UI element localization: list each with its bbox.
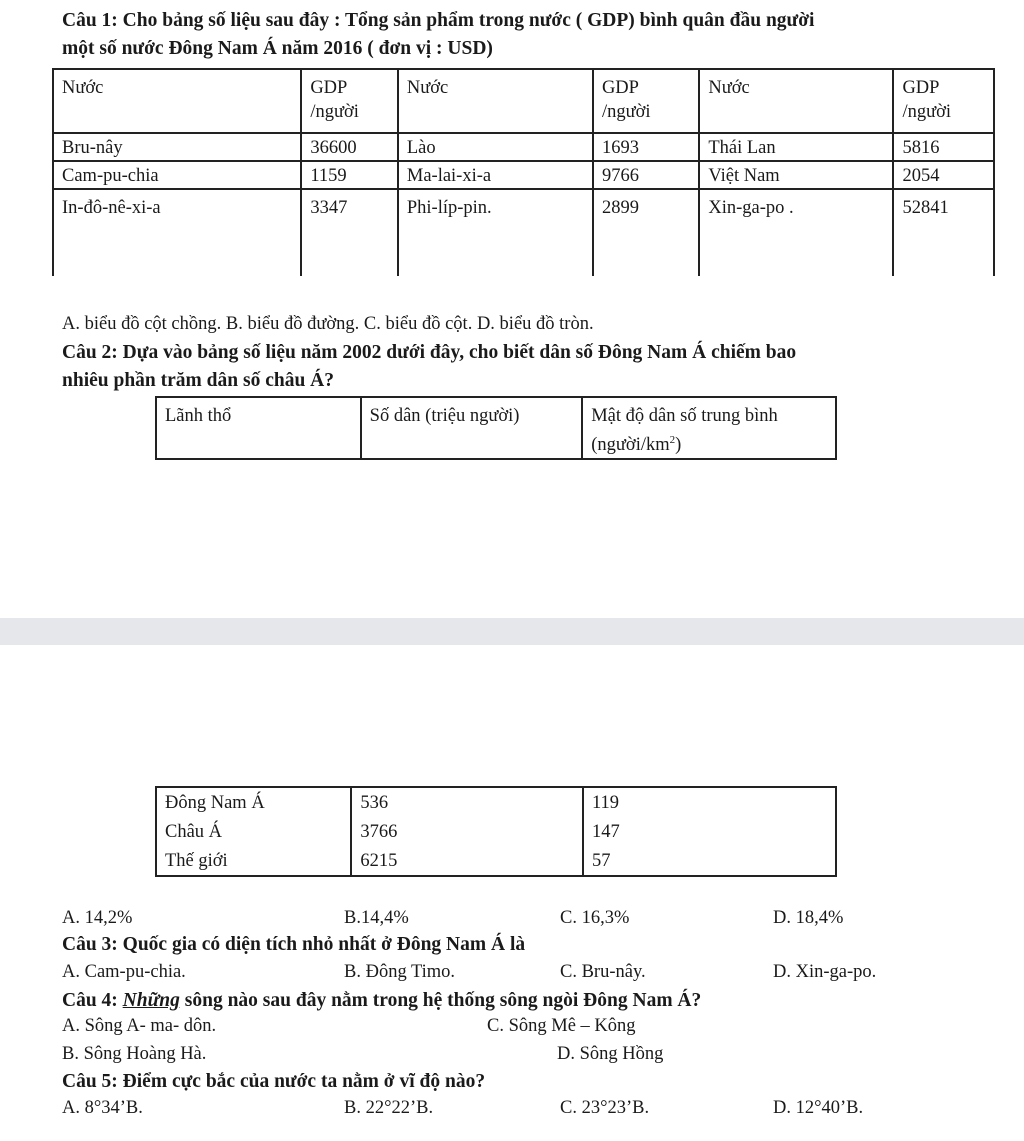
option-d: D. Sông Hồng bbox=[557, 1044, 664, 1064]
table-cell: Lào bbox=[398, 133, 593, 161]
header-cell: Lãnh thổ bbox=[156, 397, 361, 459]
option-c: C. Bru-nây. bbox=[560, 962, 646, 982]
table-cell: 119 bbox=[583, 787, 836, 817]
header-cell: Nước bbox=[398, 69, 593, 133]
question-2-line-1: Câu 2: Dựa vào bảng số liệu năm 2002 dưới đây, cho biết dân số Đông Nam Á chiếm bao bbox=[62, 342, 797, 363]
header-cell: Số dân (triệu người) bbox=[361, 397, 583, 459]
table-cell: 2054 bbox=[893, 161, 994, 189]
question-4-rest: sông nào sau đây nằm trong hệ thống sông ngòi Đông Nam Á? bbox=[179, 990, 702, 1011]
table-row bbox=[156, 846, 836, 876]
table-cell: 1159 bbox=[301, 161, 398, 189]
option-c: C. Sông Mê – Kông bbox=[487, 1016, 636, 1036]
page-separator bbox=[0, 618, 1024, 645]
question-4 bbox=[62, 990, 701, 1012]
header-cell: Nước bbox=[53, 69, 301, 133]
table-cell: Thế giới bbox=[156, 846, 351, 876]
document-page-2 bbox=[0, 645, 1024, 1141]
table-cell: Bru-nây bbox=[53, 133, 301, 161]
option-b: B. Sông Hoàng Hà. bbox=[62, 1044, 207, 1064]
density-header-text: Mật độ dân số trung bình $(người/km^2)$ bbox=[591, 406, 778, 455]
table-row bbox=[53, 189, 994, 275]
table-cell: Châu Á bbox=[156, 817, 351, 846]
option-c: C. 23°23’B. bbox=[560, 1098, 650, 1118]
table-cell: 147 bbox=[583, 817, 836, 846]
gdp-table bbox=[52, 68, 995, 276]
table-row bbox=[53, 133, 994, 161]
option-a: A. 14,2% bbox=[62, 908, 133, 928]
table-cell: Xin-ga-po . bbox=[699, 189, 893, 275]
question-4-emphasis: Những bbox=[122, 990, 180, 1011]
question-1-line-1: Câu 1: Cho bảng số liệu sau đây : Tổng sản phẩm trong nước ( GDP) bình quân đầu người bbox=[62, 10, 815, 31]
header-cell: Nước bbox=[699, 69, 893, 133]
table-cell: 36600 bbox=[301, 133, 398, 161]
header-cell bbox=[582, 397, 836, 459]
table-cell: 1693 bbox=[593, 133, 699, 161]
table-cell: Việt Nam bbox=[699, 161, 893, 189]
table-cell: 57 bbox=[583, 846, 836, 876]
table-cell: Thái Lan bbox=[699, 133, 893, 161]
option-b: B. 22°22’B. bbox=[344, 1098, 434, 1118]
question-1-line-2: một số nước Đông Nam Á năm 2016 ( đơn vị : USD) bbox=[62, 38, 493, 59]
header-cell: GDP /người bbox=[301, 69, 398, 133]
table-cell: 3766 bbox=[351, 817, 583, 846]
option-c: C. 16,3% bbox=[560, 908, 630, 928]
option-a: A. Cam-pu-chia. bbox=[62, 962, 186, 982]
table-cell: 5816 bbox=[893, 133, 994, 161]
question-1-options: A. biểu đồ cột chồng. B. biểu đồ đường. C. biểu đồ cột. D. biểu đồ tròn. bbox=[62, 314, 594, 334]
question-2-line-2: nhiêu phần trăm dân số châu Á? bbox=[62, 370, 334, 391]
option-a: A. Sông A- ma- dôn. bbox=[62, 1016, 217, 1036]
table-cell: 52841 bbox=[893, 189, 994, 275]
superscript-2: 2 bbox=[669, 434, 676, 446]
option-d: D. 18,4% bbox=[773, 908, 844, 928]
option-b: B. Đông Timo. bbox=[344, 962, 456, 982]
table-cell: In-đô-nê-xi-a bbox=[53, 189, 301, 275]
table-row bbox=[156, 817, 836, 846]
table-cell: 536 bbox=[351, 787, 583, 817]
option-a: A. 8°34’B. bbox=[62, 1098, 143, 1118]
table-header-row bbox=[156, 397, 836, 459]
population-table-header bbox=[155, 396, 837, 460]
table-cell: 3347 bbox=[301, 189, 398, 275]
question-5: Câu 5: Điểm cực bắc của nước ta nằm ở vĩ độ nào? bbox=[62, 1071, 486, 1092]
table-cell: 6215 bbox=[351, 846, 583, 876]
option-b: B.14,4% bbox=[344, 908, 409, 928]
table-cell: 2899 bbox=[593, 189, 699, 275]
option-d: D. Xin-ga-po. bbox=[773, 962, 877, 982]
table-cell: Cam-pu-chia bbox=[53, 161, 301, 189]
question-3: Câu 3: Quốc gia có diện tích nhỏ nhất ở Đông Nam Á là bbox=[62, 934, 526, 955]
table-row bbox=[53, 161, 994, 189]
table-cell: Ma-lai-xi-a bbox=[398, 161, 593, 189]
table-header-row bbox=[53, 69, 994, 133]
header-cell: GDP /người bbox=[893, 69, 994, 133]
table-cell: 9766 bbox=[593, 161, 699, 189]
option-d: D. 12°40’B. bbox=[773, 1098, 864, 1118]
table-cell: Phi-líp-pin. bbox=[398, 189, 593, 275]
question-4-prefix: Câu 4: bbox=[62, 990, 123, 1011]
table-cell: Đông Nam Á bbox=[156, 787, 351, 817]
population-table-body bbox=[155, 786, 837, 877]
table-row bbox=[156, 787, 836, 817]
header-cell: GDP /người bbox=[593, 69, 699, 133]
